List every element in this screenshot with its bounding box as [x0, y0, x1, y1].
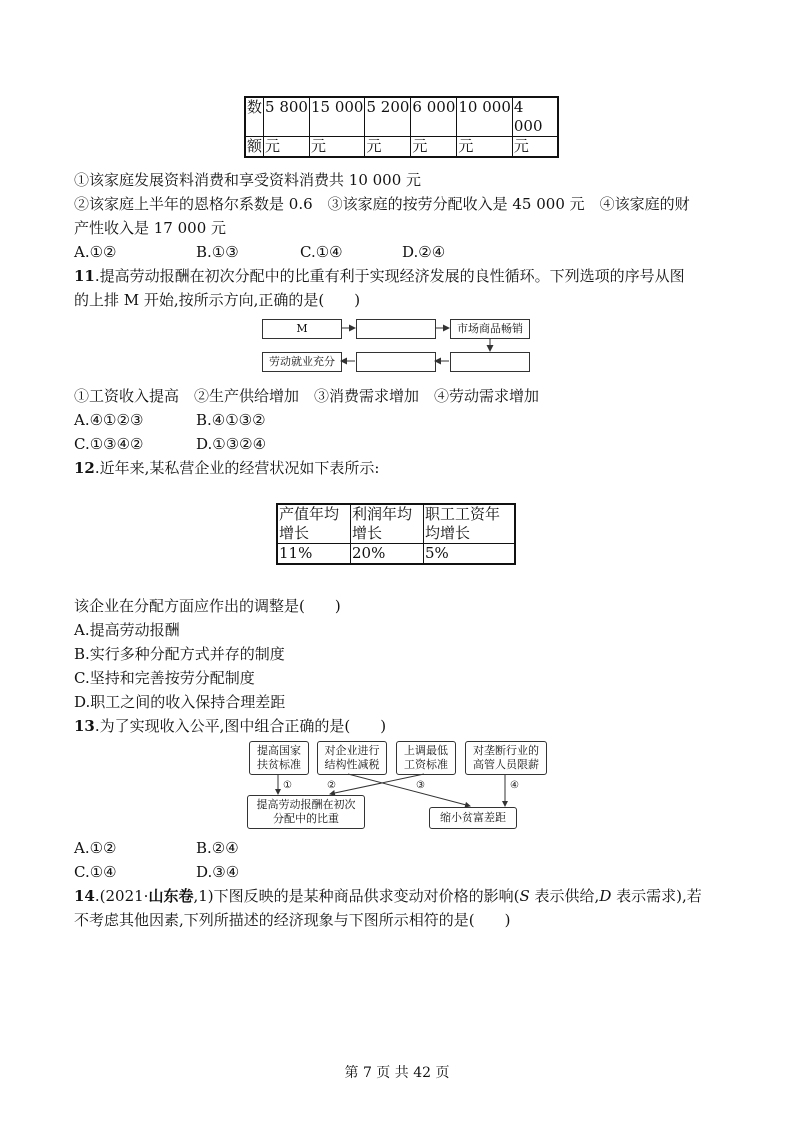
table-header-cell: 利润年均 增长 — [351, 504, 424, 544]
q12-prompt: 该企业在分配方面应作出的调整是( ) — [74, 597, 341, 615]
table-cell: 元 — [411, 137, 457, 158]
option-d[interactable]: D.①③②④ — [196, 435, 267, 453]
option-a[interactable]: A.①② — [74, 243, 117, 261]
table-cell: 元 — [309, 137, 365, 158]
option-a[interactable]: A.①② — [74, 839, 117, 857]
table-header-cell: 职工工资年 均增长 — [424, 504, 516, 544]
result-box-narrow-gap: 缩小贫富差距 — [429, 807, 517, 829]
option-a[interactable]: A.提高劳动报酬 — [74, 621, 180, 639]
table-cell: 20% — [351, 544, 424, 565]
q13-text: .为了实现收入公平,图中组合正确的是( ) — [94, 717, 387, 735]
mark-4: ④ — [510, 780, 519, 791]
measure-box-1: 提高国家 扶贫标准 — [249, 741, 309, 775]
option-c[interactable]: C.坚持和完善按劳分配制度 — [74, 669, 255, 687]
flow-box-m: M — [262, 319, 342, 339]
option-d[interactable]: D.②④ — [402, 243, 446, 261]
q12-text: .近年来,某私营企业的经营状况如下表所示: — [94, 459, 380, 477]
option-b[interactable]: B.②④ — [196, 839, 239, 857]
result-box-labor-share: 提高劳动报酬在初次 分配中的比重 — [247, 795, 365, 829]
option-c[interactable]: C.①④ — [300, 243, 343, 261]
measure-box-2: 对企业进行 结构性减税 — [317, 741, 387, 775]
q10-statement-1: ①该家庭发展资料消费和享受资料消费共 10 000 元 — [74, 171, 422, 189]
q14-source: .(2021· — [94, 887, 149, 905]
flow-box-employment: 劳动就业充分 — [262, 352, 342, 372]
table-cell: 额 — [247, 137, 263, 155]
q14-var-s: S — [519, 887, 530, 905]
measure-box-4: 对垄断行业的 高管人员限薪 — [465, 741, 547, 775]
q11-text: .提高劳动报酬在初次分配中的比重有利于实现经济发展的良性循环。下列选项的序号从图 — [94, 267, 685, 285]
q10-statement-2-cont: 产性收入是 17 000 元 — [74, 219, 227, 237]
q14-text-3: 表示需求),若 — [611, 887, 702, 905]
q14-text-2: 表示供给, — [529, 887, 600, 905]
q11-question-cont: 的上排 M 开始,按所示方向,正确的是( ) — [74, 291, 361, 309]
option-b[interactable]: B.④①③② — [196, 411, 266, 429]
table-cell: 元 — [264, 137, 310, 158]
q11-number: 11 — [74, 267, 95, 285]
q14-var-d: D — [599, 887, 612, 905]
option-d[interactable]: D.③④ — [196, 863, 240, 881]
q14-text: ,1)下图反映的是某种商品供求变动对价格的影响( — [193, 887, 520, 905]
q10-statement-2: ②该家庭上半年的恩格尔系数是 0.6 ③该家庭的按劳分配收入是 45 000 元 ④该家庭的财 — [74, 195, 690, 213]
table-cell: 4 000 — [512, 97, 558, 137]
option-a[interactable]: A.④①②③ — [74, 411, 144, 429]
table-cell: 数 — [245, 97, 264, 137]
table-cell: 5% — [424, 544, 516, 565]
option-c[interactable]: C.①④ — [74, 863, 117, 881]
q14-question-cont: 不考虑其他因素,下列所描述的经济现象与下图所示相符的是( ) — [74, 911, 511, 929]
table-header-cell: 产值年均 增长 — [277, 504, 351, 544]
option-c[interactable]: C.①③④② — [74, 435, 144, 453]
table-cell: 15 000 — [309, 97, 365, 137]
q12-number: 12 — [74, 459, 95, 477]
q14-question — [74, 886, 702, 906]
q13-number: 13 — [74, 717, 95, 735]
table-cell: 元 — [365, 137, 411, 158]
q14-number: 14 — [74, 887, 95, 905]
option-b[interactable]: B.①③ — [196, 243, 239, 261]
mark-1: ① — [283, 780, 292, 791]
measure-box-3: 上调最低 工资标准 — [396, 741, 456, 775]
mark-2: ② — [327, 780, 336, 791]
option-b[interactable]: B.实行多种分配方式并存的制度 — [74, 645, 285, 663]
table-cell: 5 200 — [365, 97, 411, 137]
table-cell: 10 000 — [457, 97, 513, 137]
q11-statements: ①工资收入提高 ②生产供给增加 ③消费需求增加 ④劳动需求增加 — [74, 387, 540, 405]
table-cell: 6 000 — [411, 97, 457, 137]
table-cell: 元 — [512, 137, 558, 158]
table-cell: 元 — [457, 137, 513, 158]
flow-box-market: 市场商品畅销 — [450, 319, 530, 339]
page-footer: 第 7 页 共 42 页 — [344, 1065, 450, 1081]
mark-3: ③ — [416, 780, 425, 791]
q14-source-exam: 山东卷 — [148, 887, 194, 905]
table-cell: 11% — [277, 544, 351, 565]
option-d[interactable]: D.职工之间的收入保持合理差距 — [74, 693, 286, 711]
table-cell: 5 800 — [264, 97, 310, 137]
